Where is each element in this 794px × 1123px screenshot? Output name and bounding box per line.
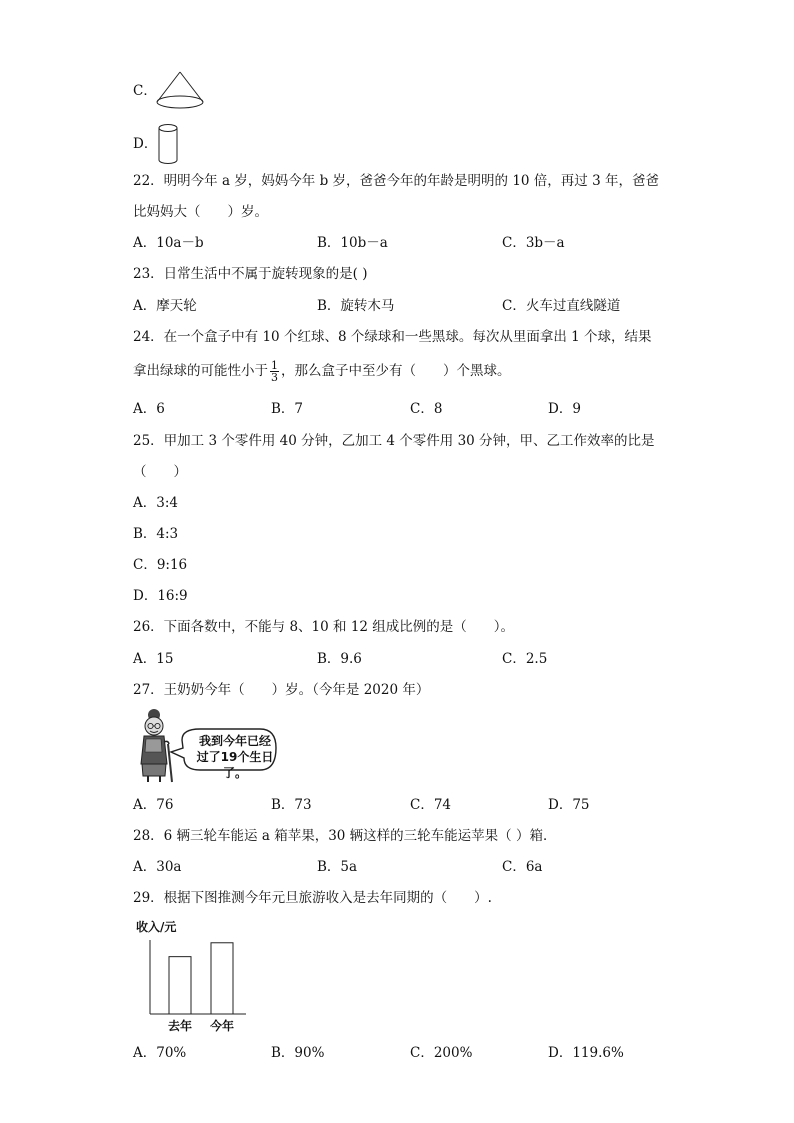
q28-option-a[interactable]: A．30a [133, 859, 182, 875]
q25-option-a[interactable]: A．3:4 [133, 495, 178, 511]
q22-option-a[interactable]: A．10a－b [133, 235, 204, 251]
q26-option-a[interactable]: A．15 [133, 651, 174, 667]
income-bar-chart [130, 912, 270, 1040]
option-c-label: C． [133, 83, 157, 99]
q27-option-b[interactable]: B．73 [271, 797, 312, 813]
q25-option-b[interactable]: B．4:3 [133, 526, 179, 542]
q24-option-c[interactable]: C．8 [410, 401, 443, 417]
q22-option-c[interactable]: C．3b－a [502, 235, 565, 251]
q29-option-d[interactable]: D．119.6% [548, 1045, 624, 1061]
chart-ylabel: 收入/元 [136, 920, 177, 934]
speech-bubble-text [188, 733, 282, 781]
bar-1 [211, 943, 233, 1014]
cylinder-figure [156, 122, 180, 166]
q23-option-b[interactable]: B．旋转木马 [317, 298, 395, 314]
q29-option-a[interactable]: A．70% [133, 1045, 187, 1061]
x-tick-label-1: 今年 [209, 1019, 235, 1033]
q26-option-c[interactable]: C．2.5 [502, 651, 548, 667]
q24-option-b[interactable]: B．7 [271, 401, 304, 417]
option-d-label: D． [133, 136, 158, 152]
q23-line1: 23．日常生活中不属于旋转现象的是( ) [133, 266, 368, 282]
q27-line1: 27．王奶奶今年（ ）岁。（今年是 2020 年） [133, 682, 430, 698]
q27-option-a[interactable]: A．76 [133, 797, 174, 813]
q25-option-d[interactable]: D．16:9 [133, 588, 188, 604]
q23-option-a[interactable]: A．摩天轮 [133, 298, 197, 314]
q25-line2: （ ） [133, 464, 187, 480]
q27-option-d[interactable]: D．75 [548, 797, 590, 813]
q28-line1: 28．6 辆三轮车能运 a 箱苹果，30 辆这样的三轮车能运苹果（ ）箱． [133, 828, 557, 844]
bar-0 [169, 957, 191, 1014]
q24-option-a[interactable]: A．6 [133, 401, 165, 417]
q22-option-b[interactable]: B．10b－a [317, 235, 388, 251]
q24-line2-pre: 拿出绿球的可能性小于 [133, 363, 268, 379]
fraction-denominator: 3 [271, 371, 278, 384]
bubble-line1: 我到今年已经 [198, 734, 271, 748]
q28-option-c[interactable]: C．6a [502, 859, 543, 875]
q27-option-c[interactable]: C．74 [410, 797, 452, 813]
q29-option-b[interactable]: B．90% [271, 1045, 325, 1061]
q24-line1: 24．在一个盒子中有 10 个红球、8 个绿球和一些黑球。每次从里面拿出 1 个球，结果 [133, 329, 652, 345]
q26-line1: 26．下面各数中，不能与 8、10 和 12 组成比例的是（ ）。 [133, 619, 515, 635]
fraction-one-third [270, 360, 279, 383]
q22-line2: 比妈妈大（ ）岁。 [133, 204, 268, 220]
q22-line1: 22．明明今年 a 岁，妈妈今年 b 岁，爸爸今年的年龄是明明的 10 倍，再过 3 年，爸爸 [133, 173, 659, 189]
q24-line2 [133, 360, 511, 383]
fraction-numerator: 1 [271, 359, 278, 372]
q25-line1: 25．甲加工 3 个零件用 40 分钟，乙加工 4 个零件用 30 分钟，甲、乙工作效率的比是 [133, 433, 655, 449]
q28-option-b[interactable]: B．5a [317, 859, 358, 875]
q26-option-b[interactable]: B．9.6 [317, 651, 362, 667]
q25-option-c[interactable]: C．9:16 [133, 557, 188, 573]
bubble-line2: 过了19个生日了。 [196, 750, 274, 780]
q29-line1: 29．根据下图推测今年元旦旅游收入是去年同期的（ ）. [133, 890, 492, 906]
q24-line2-post: ，那么盒子中至少有（ ）个黑球。 [281, 363, 511, 379]
q29-option-c[interactable]: C．200% [410, 1045, 473, 1061]
x-tick-label-0: 去年 [167, 1019, 193, 1033]
q24-option-d[interactable]: D．9 [548, 401, 581, 417]
cone-figure [153, 70, 207, 114]
q23-option-c[interactable]: C．火车过直线隧道 [502, 298, 621, 314]
